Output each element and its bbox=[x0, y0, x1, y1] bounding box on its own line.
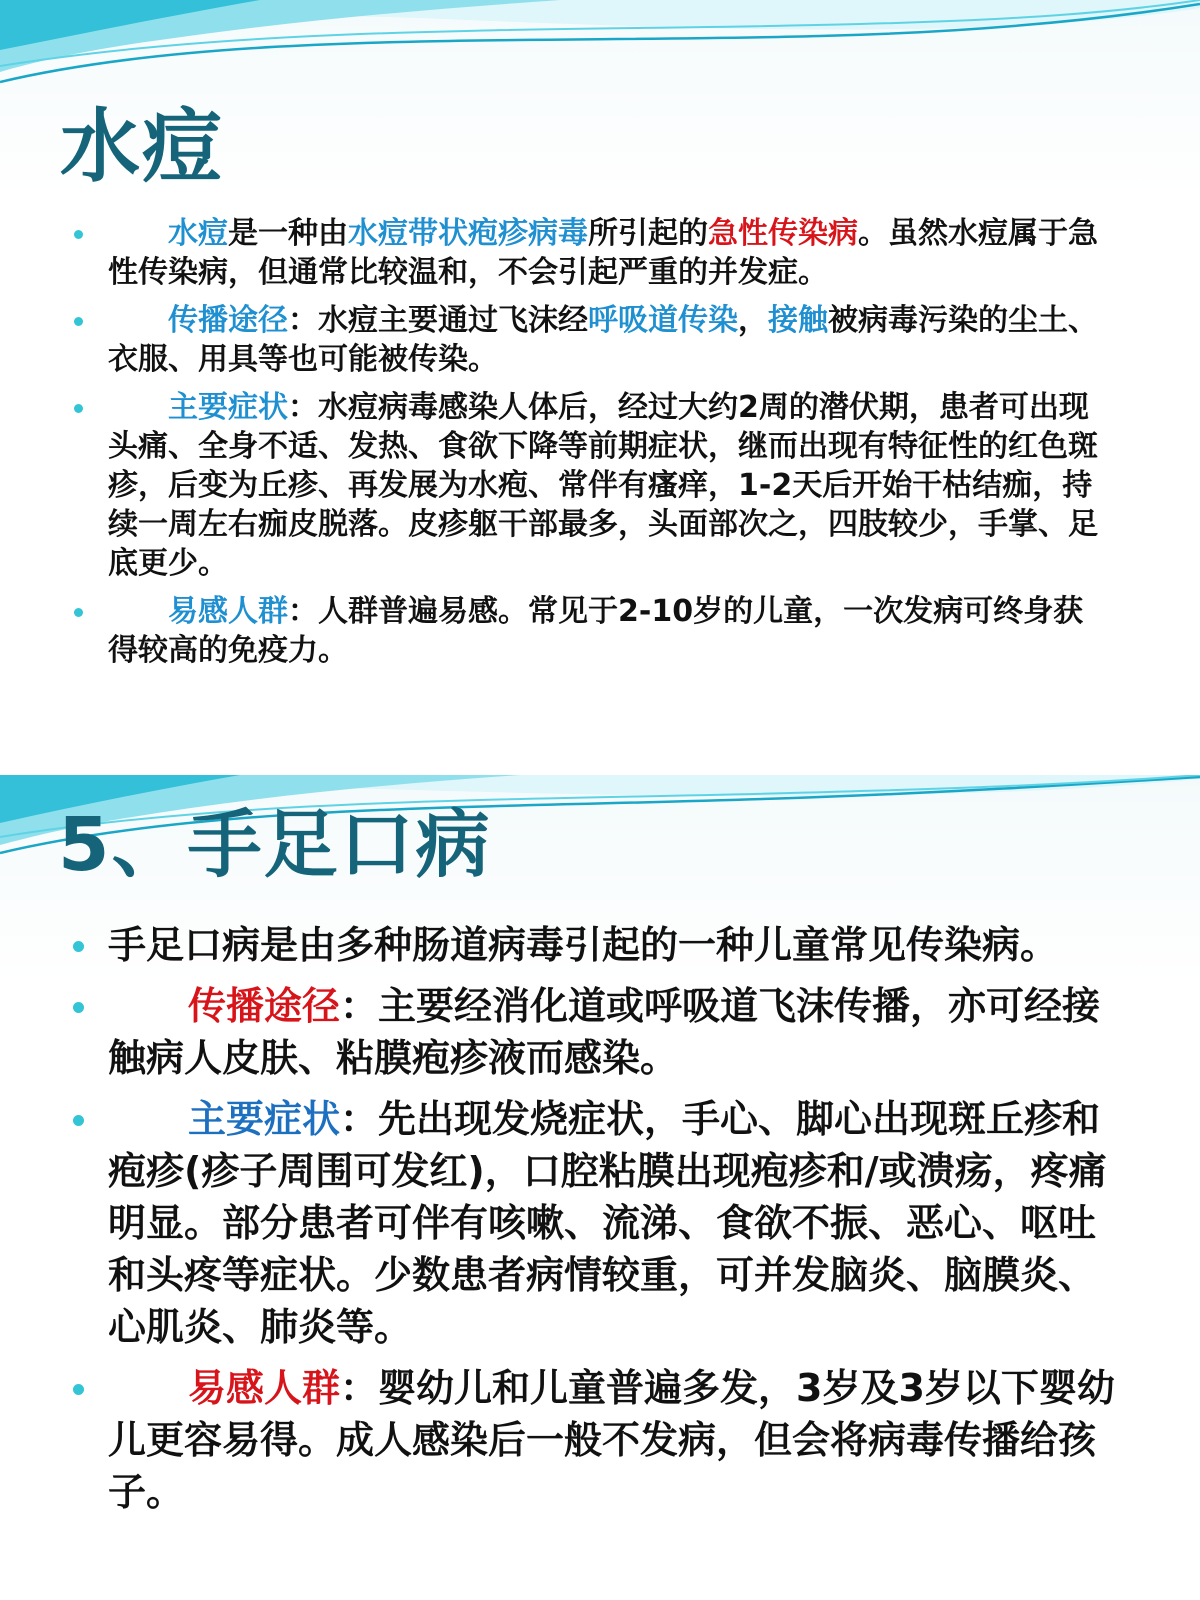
bullet-dot-icon bbox=[74, 608, 83, 617]
list-item-transmission: 传播途径：水痘主要通过飞沫经呼吸道传染，接触被病毒污染的尘土、衣服、用具等也可能被传染。 bbox=[108, 301, 1108, 379]
list-item-susceptible: 易感人群：婴幼儿和儿童普遍多发，3岁及3岁以下婴幼儿更容易得。成人感染后一般不发病，但会将病毒传播给孩子。 bbox=[108, 1362, 1118, 1518]
bullet-dot-icon bbox=[73, 1384, 84, 1395]
term-varicella: 水痘 bbox=[168, 216, 228, 251]
label-symptoms: 主要症状 bbox=[168, 390, 288, 425]
decorative-wave-top bbox=[0, 0, 1200, 95]
term-acute-infection: 急性传染病 bbox=[708, 216, 858, 251]
list-item-symptoms: 主要症状：水痘病毒感染人体后，经过大约2周的潜伏期，患者可出现头痛、全身不适、发热、食欲下降等前期症状，继而出现有特征性的红色斑疹，后变为丘疹、再发展为水疱、常伴有瘙痒，1-2天后开始干枯结痂，持续一周左右痂皮脱落。皮疹躯干部最多，头面部次之，四肢较少，手掌、足底更少。 bbox=[108, 388, 1108, 583]
slide-title: 5、手足口病 bbox=[58, 802, 492, 888]
list-item-susceptible: 易感人群：人群普遍易感。常见于2-10岁的儿童，一次发病可终身获得较高的免疫力。 bbox=[108, 592, 1108, 670]
list-item-symptoms: 主要症状：先出现发烧症状，手心、脚心出现斑丘疹和疱疹(疹子周围可发红)，口腔粘膜出现疱疹和/或溃疡，疼痛明显。部分患者可伴有咳嗽、流涕、食欲不振、恶心、呕吐和头疼等症状。少数患者病情较重，可并发脑炎、脑膜炎、心肌炎、肺炎等。 bbox=[108, 1093, 1118, 1353]
slide-hfmd bbox=[0, 775, 1200, 1600]
slide-varicella bbox=[0, 0, 1200, 775]
bullet-dot-icon bbox=[73, 1115, 84, 1126]
bullet-list bbox=[108, 919, 1118, 1527]
list-item-transmission: 传播途径：主要经消化道或呼吸道飞沫传播，亦可经接触病人皮肤、粘膜疱疹液而感染。 bbox=[108, 980, 1118, 1084]
slide-title: 水痘 bbox=[60, 100, 224, 193]
label-transmission: 传播途径 bbox=[188, 984, 341, 1028]
list-item-definition: 水痘是一种由水痘带状疱疹病毒所引起的急性传染病。虽然水痘属于急性传染病，但通常比较温和，不会引起严重的并发症。 bbox=[108, 214, 1108, 292]
bullet-dot-icon bbox=[74, 317, 83, 326]
term-contact: 接触 bbox=[768, 303, 828, 338]
label-symptoms: 主要症状 bbox=[188, 1097, 341, 1141]
term-respiratory: 呼吸道传染 bbox=[588, 303, 738, 338]
label-susceptible: 易感人群 bbox=[168, 594, 288, 629]
bullet-dot-icon bbox=[73, 1002, 84, 1013]
label-transmission: 传播途径 bbox=[168, 303, 288, 338]
bullet-dot-icon bbox=[73, 941, 84, 952]
term-virus: 水痘带状疱疹病毒 bbox=[348, 216, 588, 251]
bullet-list bbox=[108, 214, 1108, 679]
label-susceptible: 易感人群 bbox=[188, 1366, 341, 1410]
bullet-dot-icon bbox=[74, 404, 83, 413]
list-item-definition: 手足口病是由多种肠道病毒引起的一种儿童常见传染病。 bbox=[108, 919, 1118, 971]
bullet-dot-icon bbox=[74, 230, 83, 239]
